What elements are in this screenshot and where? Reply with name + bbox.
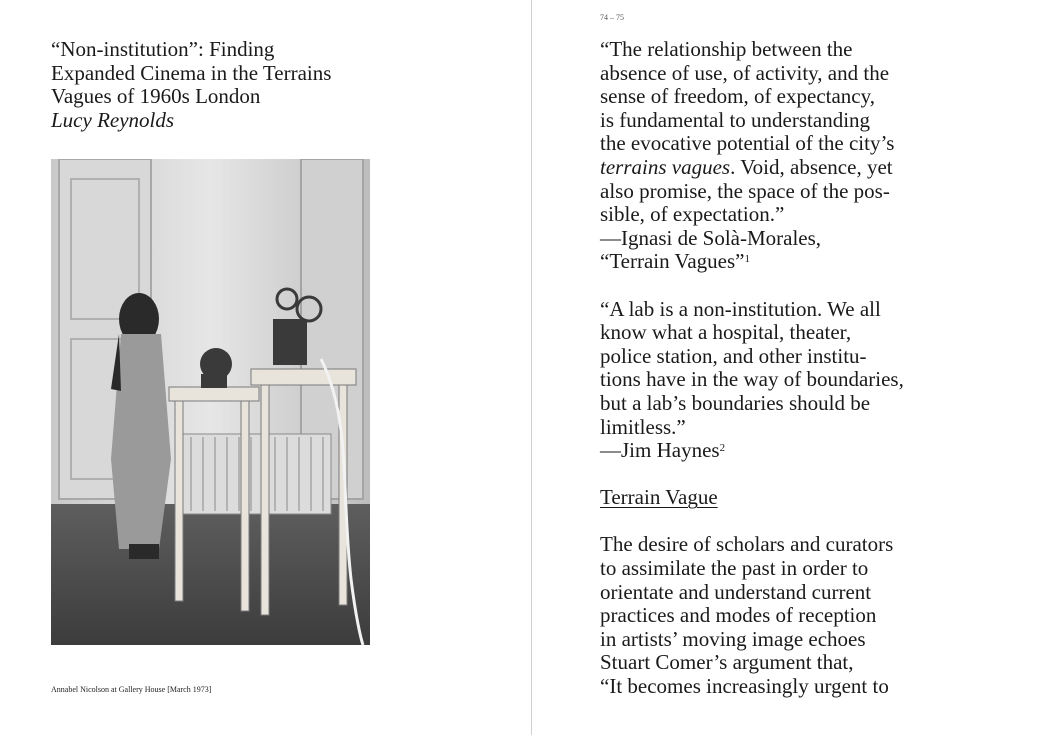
quote-source: “Terrain Vagues” xyxy=(600,249,745,274)
quote-source: —Jim Haynes xyxy=(600,438,720,463)
quote-line: know what a hospital, theater, xyxy=(600,320,852,345)
paragraph-line: The desire of scholars and curators xyxy=(600,532,894,557)
photo-caption: Annabel Nicolson at Gallery House [March 1973] xyxy=(51,685,212,694)
paragraph-line: practices and modes of reception xyxy=(600,603,877,628)
quote-attribution xyxy=(600,250,945,274)
quote-line xyxy=(600,156,945,180)
quote-italic-term: terrains vagues xyxy=(600,154,731,179)
quote-line: also promise, the space of the pos- xyxy=(600,178,890,203)
quote-attribution xyxy=(600,439,945,463)
quote-line: absence of use, of activity, and the xyxy=(600,60,890,85)
author-name: Lucy Reynolds xyxy=(51,107,175,132)
paragraph-gap xyxy=(600,463,945,487)
page-numbers: 74 – 75 xyxy=(600,13,624,22)
paragraph-line: to assimilate the past in order to xyxy=(600,556,869,581)
section-heading: Terrain Vague xyxy=(600,485,718,510)
title-line: Expanded Cinema in the Terrains xyxy=(51,60,332,85)
paragraph-gap xyxy=(600,510,945,534)
essay-title xyxy=(51,38,391,132)
quote-line: sense of freedom, of expectancy, xyxy=(600,84,876,109)
paragraph-line: “It becomes increasingly urgent to xyxy=(600,674,889,699)
quote-line: “The relationship between the xyxy=(600,37,853,61)
title-line: “Non-institution”: Finding xyxy=(51,37,275,61)
paragraph-line: Stuart Comer’s argument that, xyxy=(600,650,854,675)
quote-line: limitless.” xyxy=(600,414,686,439)
footnote-marker[interactable]: 1 xyxy=(744,253,750,266)
quote-line: “A lab is a non-institution. We all xyxy=(600,296,881,321)
title-line: Vagues of 1960s London xyxy=(51,84,261,109)
quote-line: the evocative potential of the city’s xyxy=(600,131,895,156)
quote-line: is fundamental to understanding xyxy=(600,107,871,132)
paragraph-gap xyxy=(600,274,945,298)
paragraph-line: in artists’ moving image echoes xyxy=(600,626,866,651)
quote-line: sible, of expectation.” xyxy=(600,202,785,227)
paragraph-line: orientate and understand current xyxy=(600,579,872,604)
footnote-marker[interactable]: 2 xyxy=(719,442,726,455)
quote-line-rest: . Void, absence, yet xyxy=(730,154,893,179)
quote-line: but a lab’s boundaries should be xyxy=(600,390,871,415)
right-page-text xyxy=(600,38,945,699)
archival-photograph xyxy=(51,159,370,645)
quote-attribution: —Ignasi de Solà-Morales, xyxy=(600,225,822,250)
photo-illustration xyxy=(51,159,370,645)
quote-line: police station, and other institu- xyxy=(600,343,867,368)
quote-line: tions have in the way of boundaries, xyxy=(600,367,904,392)
